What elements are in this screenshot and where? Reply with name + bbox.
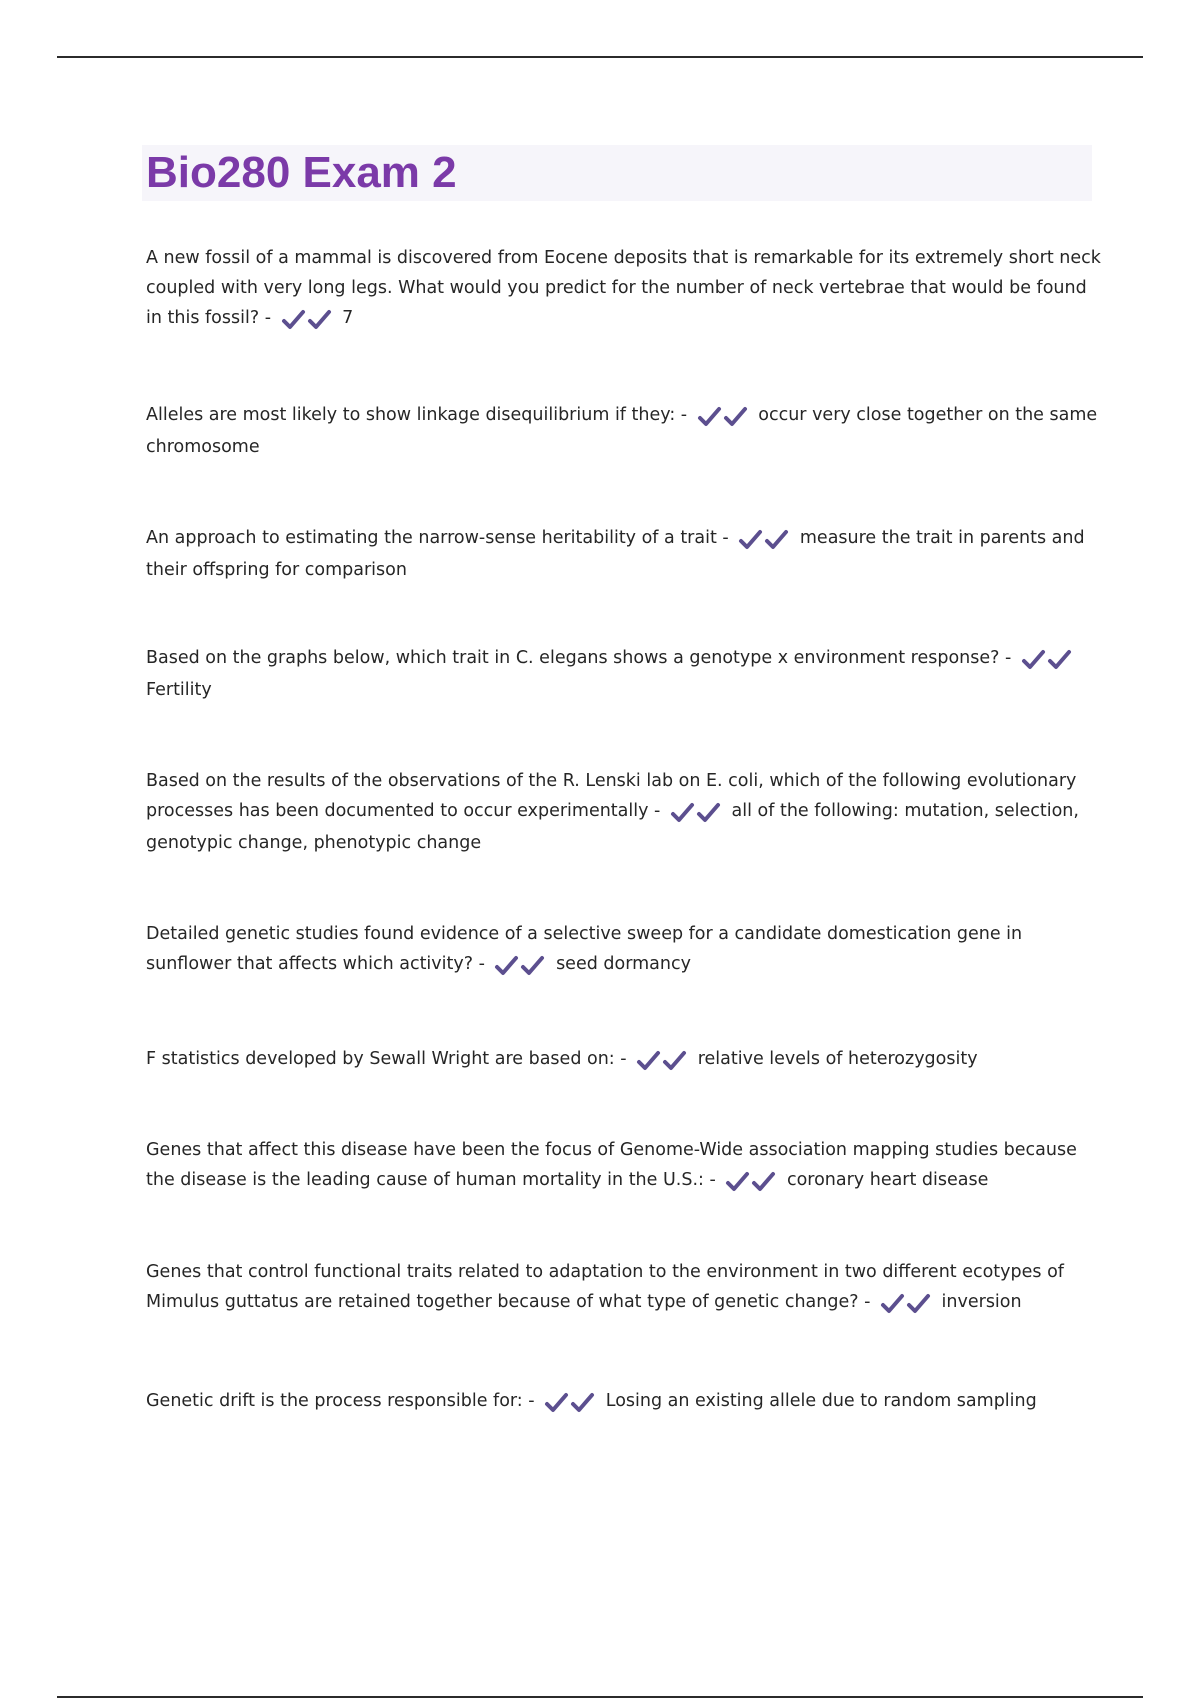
- top-rule: [57, 56, 1143, 58]
- answer-text: seed dormancy: [556, 954, 691, 974]
- question-text: Detailed genetic studies found evidence of a selective sweep for a candidate domestication gene in sunflower that affects which activity? -: [146, 924, 1023, 974]
- bottom-rule: [57, 1696, 1143, 1698]
- check-icon: [764, 529, 790, 551]
- qa-item: [146, 1044, 1101, 1076]
- question-text: A new fossil of a mammal is discovered from Eocene deposits that is remarkable for its extremely short neck coupled with very long legs. What would you predict for the number of neck vertebrae that would be found in this fossil? -: [146, 248, 1101, 328]
- answer-text: coronary heart disease: [786, 1170, 989, 1190]
- check-icon: [738, 529, 764, 551]
- answer-text: Losing an existing allele due to random sampling: [605, 1391, 1037, 1411]
- qa-item: [146, 643, 1101, 705]
- answer-checks: [697, 402, 749, 432]
- check-icon: [723, 406, 749, 428]
- answer-text: measure the trait in parents and their offspring for comparison: [146, 528, 1085, 580]
- check-icon: [751, 1171, 777, 1193]
- answer-checks: [494, 951, 546, 981]
- qa-item: [146, 919, 1101, 981]
- qa-item: [146, 1257, 1101, 1319]
- answer-text: relative levels of heterozygosity: [697, 1049, 978, 1069]
- check-icon: [880, 1293, 906, 1315]
- check-icon: [725, 1171, 751, 1193]
- answer-text: inversion: [941, 1292, 1022, 1312]
- check-icon: [307, 309, 333, 331]
- question-text: Genetic drift is the process responsible for: -: [146, 1391, 535, 1411]
- check-icon: [906, 1293, 932, 1315]
- answer-checks: [670, 798, 722, 828]
- qa-item: [146, 766, 1101, 858]
- question-text: Alleles are most likely to show linkage disequilibrium if they: -: [146, 405, 688, 425]
- check-icon: [1047, 649, 1073, 671]
- question-text: Based on the graphs below, which trait in C. elegans shows a genotype x environment response? -: [146, 648, 1012, 668]
- check-icon: [1021, 649, 1047, 671]
- answer-text: occur very close together on the same chromosome: [146, 405, 1098, 457]
- check-icon: [636, 1050, 662, 1072]
- answer-text: all of the following: mutation, selection, genotypic change, phenotypic change: [146, 801, 1079, 853]
- answer-checks: [281, 305, 333, 335]
- question-text: An approach to estimating the narrow-sense heritability of a trait -: [146, 528, 729, 548]
- answer-checks: [1021, 645, 1073, 675]
- question-text: Genes that control functional traits related to adaptation to the environment in two different ecotypes of Mimulus guttatus are retained together because of what type of genetic change? -: [146, 1262, 1064, 1312]
- answer-checks: [636, 1046, 688, 1076]
- answer-text: Fertility: [146, 680, 212, 700]
- check-icon: [281, 309, 307, 331]
- check-icon: [697, 406, 723, 428]
- answer-checks: [544, 1388, 596, 1418]
- check-icon: [544, 1392, 570, 1414]
- check-icon: [662, 1050, 688, 1072]
- qa-item: [146, 1135, 1101, 1197]
- answer-text: 7: [342, 308, 354, 328]
- qa-item: [146, 400, 1101, 462]
- answer-checks: [880, 1289, 932, 1319]
- qa-item: [146, 243, 1101, 335]
- check-icon: [696, 802, 722, 824]
- check-icon: [520, 955, 546, 977]
- qa-item: [146, 1386, 1101, 1418]
- check-icon: [494, 955, 520, 977]
- qa-item: [146, 523, 1101, 585]
- answer-checks: [738, 525, 790, 555]
- check-icon: [670, 802, 696, 824]
- question-text: Genes that affect this disease have been the focus of Genome-Wide association mapping studies because the disease is the leading cause of human mortality in the U.S.: -: [146, 1140, 1077, 1190]
- page-title: Bio280 Exam 2: [146, 148, 457, 197]
- answer-checks: [725, 1167, 777, 1197]
- question-text: F statistics developed by Sewall Wright are based on: -: [146, 1049, 627, 1069]
- question-text: Based on the results of the observations of the R. Lenski lab on E. coli, which of the following evolutionary processes has been documented to occur experimentally -: [146, 771, 1077, 821]
- check-icon: [570, 1392, 596, 1414]
